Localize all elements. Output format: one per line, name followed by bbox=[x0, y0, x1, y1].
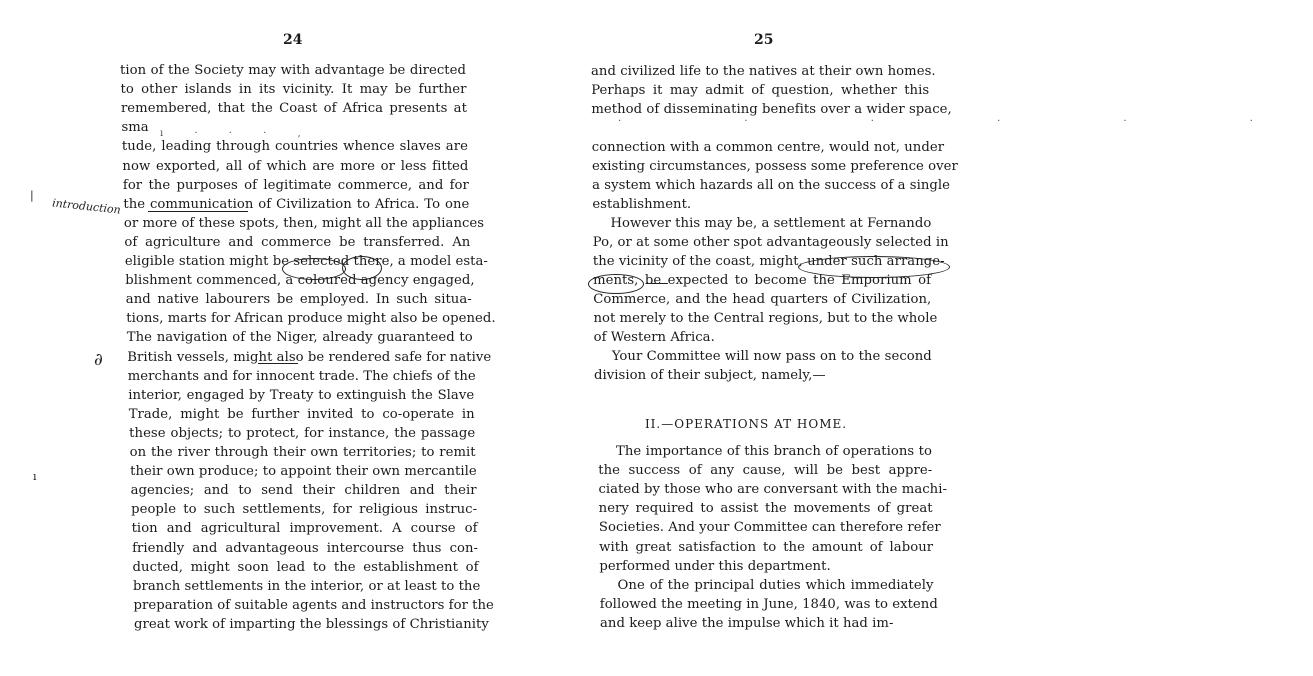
text-line: Commerce, and the head quarters of Civilization, bbox=[593, 292, 932, 307]
text-line: tions, marts for African produce might also be opened. bbox=[126, 311, 496, 327]
text-line: the success of any cause, will be best appre- bbox=[598, 463, 933, 479]
margin-annotation: introduction bbox=[51, 196, 122, 217]
text-line: One of the principal duties which immediately bbox=[617, 577, 934, 593]
margin-mark: ∂ bbox=[94, 350, 103, 370]
text-line: tion and agricultural improvement. A course of bbox=[131, 521, 478, 537]
text-line: nery required to assist the movements of great bbox=[598, 501, 933, 517]
text-line: great work of imparting the blessings of Christianity bbox=[134, 616, 489, 632]
text-line: performed under this department. bbox=[599, 558, 831, 574]
text-line: not merely to the Central regions, but to the whole bbox=[593, 311, 938, 326]
text-line: on the river through their own territories; to remit bbox=[129, 445, 476, 460]
text-line: and native labourers be employed. In such situa- bbox=[125, 292, 472, 308]
text-line: tion of the Society may with advantage be directed bbox=[120, 63, 466, 78]
text-line: with great satisfaction to the amount of labour bbox=[599, 539, 934, 555]
text-line: and keep alive the impulse which it had im- bbox=[600, 615, 894, 631]
text-line: connection with a common centre, would not, under bbox=[591, 140, 945, 155]
text-line: blishment commenced, a coloured agency engaged, bbox=[125, 273, 475, 289]
text-line: a system which hazards all on the success of a single bbox=[592, 178, 951, 193]
circled-word bbox=[342, 256, 382, 280]
text-line: now exported, all of which are more or less fitted bbox=[122, 158, 469, 174]
text-line: method of disseminating benefits over a wider space, bbox=[591, 102, 952, 117]
left-page bbox=[0, 0, 496, 676]
text-line: for the purposes of legitimate commerce, and for bbox=[122, 177, 469, 193]
text-line: However this may be, a settlement at Fernando bbox=[610, 216, 932, 231]
text-line: Societies. And your Committee can therefore refer bbox=[598, 520, 941, 536]
text-line: ments, be expected to become the Emporium of bbox=[593, 273, 932, 288]
scan-noise: · · · · · · bbox=[618, 116, 1313, 127]
text-line: Po, or at some other spot advantageously selected in bbox=[592, 235, 949, 250]
text-line: friendly and advantageous intercourse thus con- bbox=[132, 540, 479, 556]
section-heading: II.—OPERATIONS AT HOME. bbox=[644, 417, 848, 431]
text-line: interior, engaged by Treaty to extinguish the Slave bbox=[128, 387, 475, 403]
text-line: The importance of this branch of operations to bbox=[616, 444, 932, 459]
text-line: ciated by those who are conversant with the machi- bbox=[598, 482, 947, 498]
text-line: Trade, might be further invited to co-operate in bbox=[128, 406, 475, 422]
text-line: followed the meeting in June, 1840, was to extend bbox=[599, 596, 938, 612]
scan-noise: ı · · · , bbox=[160, 128, 315, 139]
text-line: sma bbox=[121, 120, 149, 136]
text-line: or more of these spots, then, might all the appliances bbox=[123, 215, 485, 231]
text-line: ducted, might soon lead to the establishment of bbox=[132, 559, 479, 575]
text-line: these objects; to protect, for instance, the passage bbox=[129, 425, 476, 441]
page-number: 25 bbox=[754, 32, 774, 48]
text-line: tude, leading through countries whence slaves are bbox=[121, 139, 468, 155]
text-line: people to such settlements, for religious instruc- bbox=[131, 502, 478, 518]
margin-tick: | bbox=[30, 189, 34, 202]
text-line: agencies; and to send their children and their bbox=[130, 483, 477, 499]
margin-tick: ı bbox=[33, 470, 37, 483]
text-line: establishment. bbox=[592, 197, 692, 212]
text-line: and civilized life to the natives at their own homes. bbox=[591, 64, 936, 79]
circled-word bbox=[282, 258, 346, 280]
text-line: of Western Africa. bbox=[593, 330, 715, 345]
text-line: merchants and for innocent trade. The chiefs of the bbox=[127, 368, 476, 384]
right-page bbox=[490, 0, 1313, 676]
strikethrough bbox=[258, 363, 298, 364]
text-line: The navigation of the Niger, already guaranteed to bbox=[126, 330, 473, 346]
text-line: eligible station might be selected there, a model esta- bbox=[124, 254, 488, 269]
circled-phrase bbox=[798, 256, 950, 278]
text-line: British vessels, might also be rendered safe for native bbox=[127, 349, 492, 365]
text-line: Perhaps it may admit of question, whether this bbox=[591, 83, 930, 98]
text-line: their own produce; to appoint their own mercantile bbox=[130, 464, 477, 480]
text-line: to other islands in its vicinity. It may be further bbox=[120, 82, 467, 98]
text-line: existing circumstances, possess some preference over bbox=[591, 159, 958, 174]
text-line: of agriculture and commerce be transferred. An bbox=[124, 234, 471, 250]
circled-word bbox=[588, 274, 644, 294]
strikethrough bbox=[148, 211, 248, 212]
text-line: remembered, that the Coast of Africa presents at bbox=[120, 101, 467, 117]
text-line: preparation of suitable agents and instructors for the bbox=[133, 597, 494, 613]
strikethrough bbox=[646, 283, 668, 284]
text-line: Your Committee will now pass on to the second bbox=[611, 349, 932, 364]
text-line: division of their subject, namely,— bbox=[594, 368, 826, 383]
text-line: the vicinity of the coast, might, under such arrange- bbox=[592, 254, 945, 269]
page-number: 24 bbox=[283, 32, 303, 48]
text-line: branch settlements in the interior, or at least to the bbox=[133, 578, 481, 594]
text-line: the communication of Civilization to Africa. To one bbox=[123, 196, 470, 212]
